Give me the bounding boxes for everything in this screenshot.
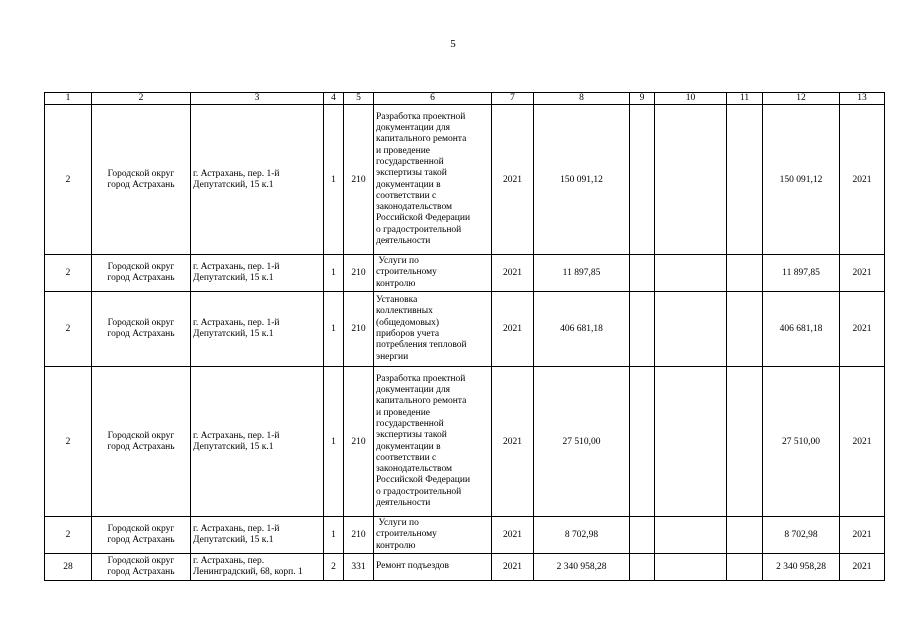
- work-type-line: капитального ремонта: [376, 396, 467, 407]
- col4-value-cell: 1: [324, 517, 344, 554]
- municipality-cell: [92, 292, 191, 367]
- address-line: Депутатский, 15 к.1: [193, 329, 274, 339]
- col10-value-cell: [655, 554, 727, 581]
- column-number-1: 1: [45, 93, 92, 105]
- work-type-line: (общедомовых): [376, 317, 440, 328]
- municipality-line: Городской округ: [107, 430, 175, 441]
- table-row: [45, 554, 885, 581]
- work-type-line: контролю: [376, 278, 416, 289]
- work-type-line: строительному: [376, 267, 437, 278]
- col4-value-cell: 1: [324, 105, 344, 255]
- row-number-cell: 2: [45, 105, 92, 255]
- col11-value-cell: [727, 367, 763, 517]
- column-number-8: 8: [534, 93, 630, 105]
- row-number-cell: 2: [45, 255, 92, 292]
- address-line: Депутатский, 15 к.1: [193, 273, 274, 283]
- column-number-6: 6: [374, 93, 492, 105]
- municipality-line: город Астрахань: [107, 179, 175, 190]
- work-type-line: контролю: [376, 540, 416, 551]
- col11-value-cell: [727, 292, 763, 367]
- work-type-line: законодательством: [376, 202, 453, 213]
- municipality-line: Городской округ: [107, 524, 175, 534]
- address-cell: [191, 105, 324, 255]
- completion-year-cell: 2021: [840, 517, 885, 554]
- table-row: [45, 292, 885, 367]
- work-type-line: и проведение: [376, 145, 430, 156]
- work-type-line: строительному: [376, 529, 437, 540]
- work-type-line: документации для: [376, 385, 451, 396]
- address-cell: [191, 292, 324, 367]
- col11-value-cell: [727, 255, 763, 292]
- total-amount-cell: 2 340 958,28: [763, 554, 840, 581]
- total-amount-cell: 11 897,85: [763, 255, 840, 292]
- work-type-line: коллективных: [376, 306, 433, 317]
- col5-value-cell: 210: [344, 105, 374, 255]
- total-amount-cell: 8 702,98: [763, 517, 840, 554]
- completion-year-cell: 2021: [840, 292, 885, 367]
- col10-value-cell: [655, 517, 727, 554]
- municipality-cell: [92, 554, 191, 581]
- col10-value-cell: [655, 367, 727, 517]
- work-type-line: потребления тепловой: [376, 340, 467, 351]
- work-type-line: Услуги по: [376, 518, 419, 529]
- total-amount-cell: 406 681,18: [763, 292, 840, 367]
- amount-cell: 150 091,12: [534, 105, 630, 255]
- table-row: [45, 105, 885, 255]
- year-cell: 2021: [492, 255, 534, 292]
- row-number-cell: 2: [45, 292, 92, 367]
- year-cell: 2021: [492, 292, 534, 367]
- work-type-line: экспертизы такой: [376, 168, 447, 179]
- municipality-line: Городской округ: [107, 262, 175, 272]
- address-cell: [191, 554, 324, 581]
- work-type-cell: [374, 292, 492, 367]
- col5-value-cell: 210: [344, 517, 374, 554]
- address-line: Ленинградский, 68, корп. 1: [193, 567, 303, 577]
- municipality-cell: [92, 105, 191, 255]
- column-number-11: 11: [727, 93, 763, 105]
- row-number-cell: 28: [45, 554, 92, 581]
- col9-value-cell: [630, 255, 655, 292]
- completion-year-cell: 2021: [840, 367, 885, 517]
- year-cell: 2021: [492, 517, 534, 554]
- address-line: г. Астрахань, пер.: [193, 556, 265, 566]
- municipality-cell: [92, 367, 191, 517]
- address-line: Депутатский, 15 к.1: [193, 535, 274, 545]
- col5-value-cell: 210: [344, 255, 374, 292]
- work-type-line: законодательством: [376, 464, 453, 475]
- work-type-line: Российской Федерации: [376, 475, 471, 486]
- municipality-line: город Астрахань: [107, 441, 175, 452]
- work-type-line: Ремонт подъездов: [376, 561, 450, 572]
- work-type-line: экспертизы такой: [376, 430, 447, 441]
- year-cell: 2021: [492, 367, 534, 517]
- work-type-cell: [374, 517, 492, 554]
- column-number-row: [45, 93, 885, 105]
- year-cell: 2021: [492, 554, 534, 581]
- col5-value-cell: 331: [344, 554, 374, 581]
- column-number-13: 13: [840, 93, 885, 105]
- total-amount-cell: 27 510,00: [763, 367, 840, 517]
- work-type-cell: [374, 105, 492, 255]
- municipality-line: город Астрахань: [107, 329, 175, 339]
- column-number-7: 7: [492, 93, 534, 105]
- municipality-cell: [92, 517, 191, 554]
- address-line: г. Астрахань, пер. 1-й: [193, 430, 280, 441]
- column-number-4: 4: [324, 93, 344, 105]
- municipality-cell: [92, 255, 191, 292]
- work-type-line: Разработка проектной: [376, 373, 466, 384]
- col11-value-cell: [727, 105, 763, 255]
- table-row: [45, 367, 885, 517]
- col11-value-cell: [727, 517, 763, 554]
- col10-value-cell: [655, 105, 727, 255]
- municipality-line: Городской округ: [107, 556, 175, 566]
- col9-value-cell: [630, 105, 655, 255]
- program-table: [44, 92, 885, 581]
- work-type-line: документации в: [376, 441, 441, 452]
- work-type-line: документации в: [376, 179, 441, 190]
- col4-value-cell: 1: [324, 292, 344, 367]
- completion-year-cell: 2021: [840, 554, 885, 581]
- table-row: [45, 255, 885, 292]
- row-number-cell: 2: [45, 517, 92, 554]
- col10-value-cell: [655, 292, 727, 367]
- address-line: Депутатский, 15 к.1: [193, 179, 274, 190]
- work-type-line: капитального ремонта: [376, 134, 467, 145]
- amount-cell: 2 340 958,28: [534, 554, 630, 581]
- address-cell: [191, 367, 324, 517]
- municipality-line: Городской округ: [107, 168, 175, 179]
- row-number-cell: 2: [45, 367, 92, 517]
- work-type-line: о градостроительной: [376, 224, 462, 235]
- address-cell: [191, 255, 324, 292]
- work-type-line: Услуги по: [376, 256, 419, 267]
- work-type-line: Разработка проектной: [376, 111, 466, 122]
- col9-value-cell: [630, 367, 655, 517]
- work-type-line: приборов учета: [376, 329, 440, 339]
- address-cell: [191, 517, 324, 554]
- amount-cell: 406 681,18: [534, 292, 630, 367]
- page-number: 5: [450, 38, 456, 50]
- col10-value-cell: [655, 255, 727, 292]
- work-type-line: Установка: [376, 295, 418, 306]
- work-type-line: энергии: [376, 351, 409, 362]
- amount-cell: 11 897,85: [534, 255, 630, 292]
- work-type-line: Российской Федерации: [376, 213, 471, 224]
- municipality-line: Городской округ: [107, 318, 175, 328]
- col4-value-cell: 2: [324, 554, 344, 581]
- address-line: г. Астрахань, пер. 1-й: [193, 168, 280, 179]
- work-type-line: о градостроительной: [376, 486, 462, 497]
- work-type-line: документации для: [376, 123, 451, 134]
- table-row: [45, 517, 885, 554]
- col9-value-cell: [630, 292, 655, 367]
- address-line: г. Астрахань, пер. 1-й: [193, 524, 280, 534]
- col4-value-cell: 1: [324, 255, 344, 292]
- work-type-line: деятельности: [376, 235, 431, 246]
- work-type-cell: [374, 255, 492, 292]
- work-type-line: государственной: [376, 418, 444, 429]
- work-type-cell: [374, 554, 492, 581]
- completion-year-cell: 2021: [840, 255, 885, 292]
- amount-cell: 27 510,00: [534, 367, 630, 517]
- year-cell: 2021: [492, 105, 534, 255]
- col11-value-cell: [727, 554, 763, 581]
- municipality-line: город Астрахань: [107, 535, 175, 545]
- municipality-line: город Астрахань: [107, 567, 175, 577]
- work-type-line: соответствии с: [376, 190, 437, 201]
- work-type-line: и проведение: [376, 407, 430, 418]
- column-number-9: 9: [630, 93, 655, 105]
- work-type-line: государственной: [376, 156, 444, 167]
- total-amount-cell: 150 091,12: [763, 105, 840, 255]
- municipality-line: город Астрахань: [107, 273, 175, 283]
- work-type-line: соответствии с: [376, 452, 437, 463]
- col9-value-cell: [630, 554, 655, 581]
- address-line: г. Астрахань, пер. 1-й: [193, 262, 280, 272]
- column-number-3: 3: [191, 93, 324, 105]
- work-type-line: деятельности: [376, 497, 431, 508]
- work-type-cell: [374, 367, 492, 517]
- address-line: г. Астрахань, пер. 1-й: [193, 318, 280, 328]
- amount-cell: 8 702,98: [534, 517, 630, 554]
- completion-year-cell: 2021: [840, 105, 885, 255]
- column-number-5: 5: [344, 93, 374, 105]
- column-number-2: 2: [92, 93, 191, 105]
- column-number-12: 12: [763, 93, 840, 105]
- address-line: Депутатский, 15 к.1: [193, 441, 274, 452]
- col5-value-cell: 210: [344, 367, 374, 517]
- column-number-10: 10: [655, 93, 727, 105]
- col9-value-cell: [630, 517, 655, 554]
- col5-value-cell: 210: [344, 292, 374, 367]
- col4-value-cell: 1: [324, 367, 344, 517]
